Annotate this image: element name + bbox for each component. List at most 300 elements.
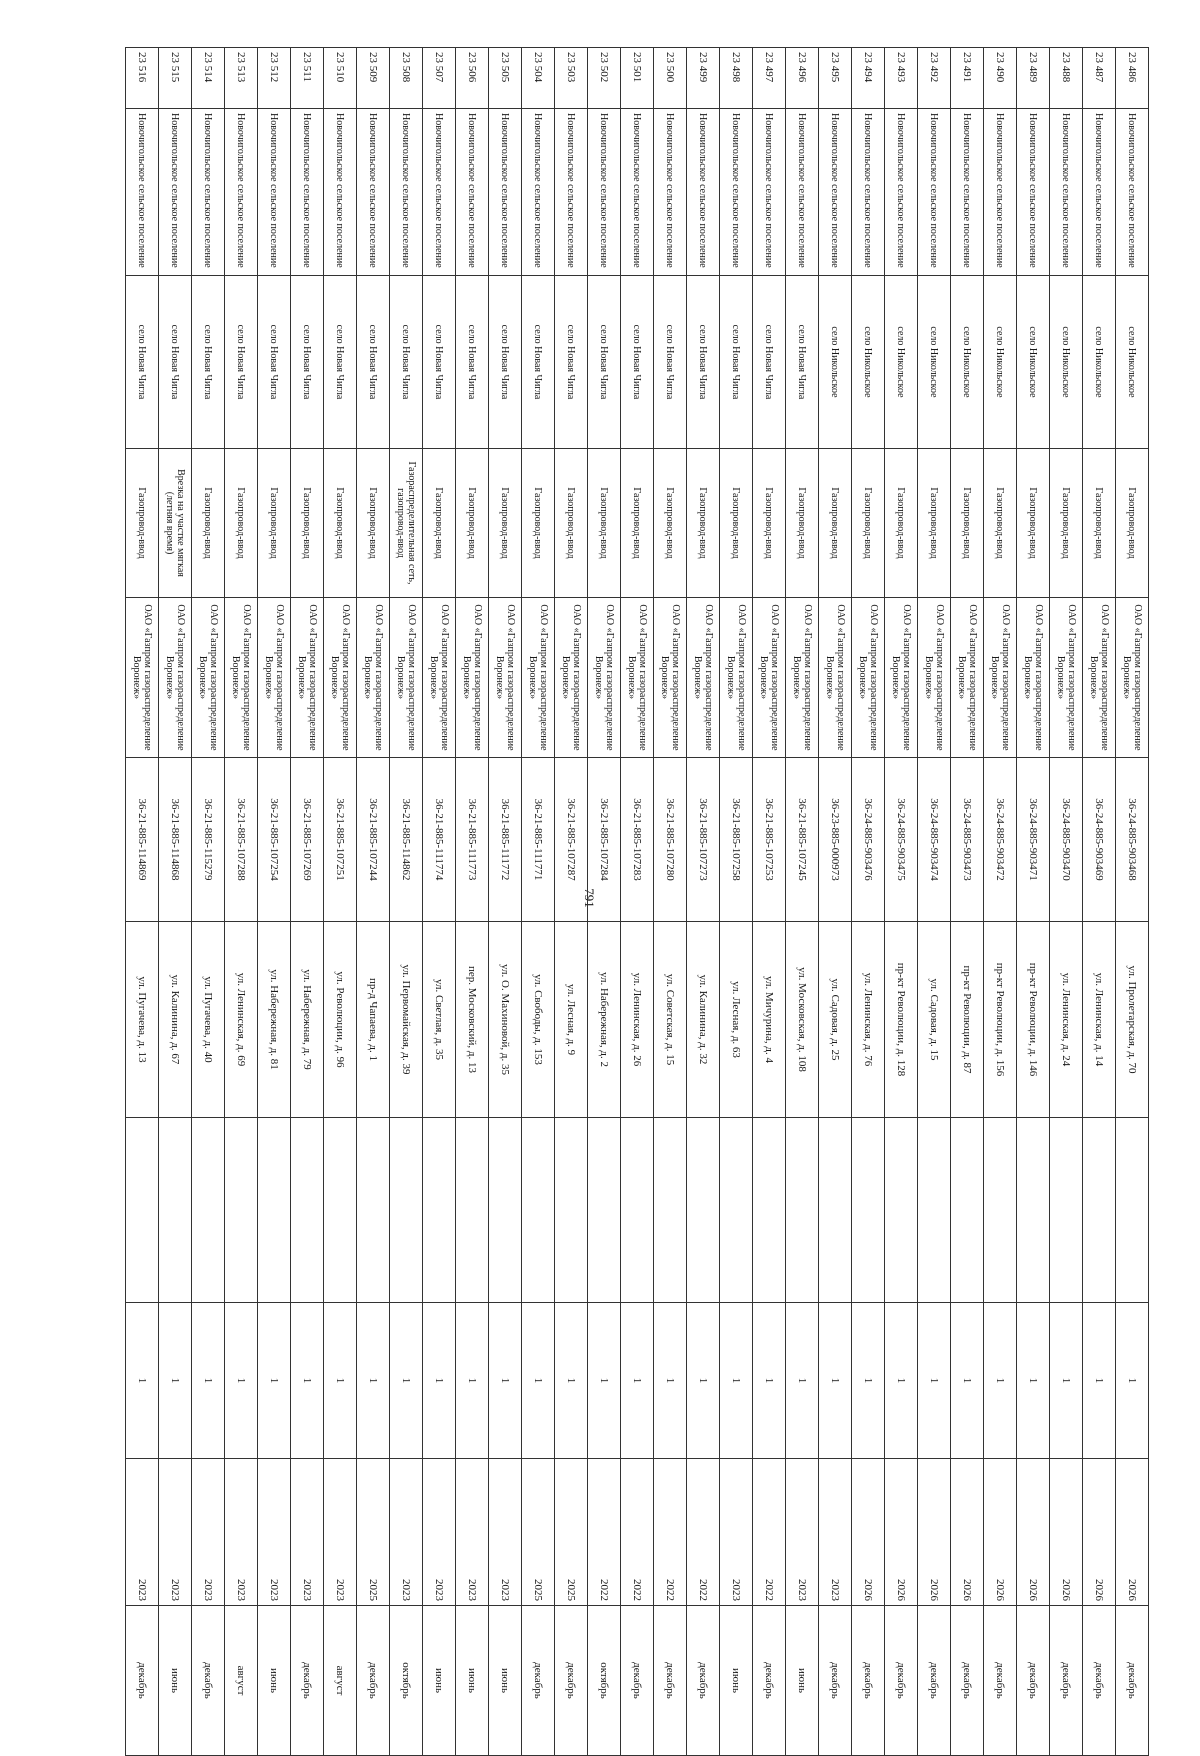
organization-cell: ОАО «Газпром газораспределение Воронеж» (489, 598, 522, 758)
month-cell: июнь (456, 1606, 489, 1756)
register-sheet (103, 47, 1149, 1699)
table-row (1116, 48, 1149, 1756)
locality-cell: село Новая Чигла (126, 276, 159, 449)
municipality-cell: Новочигольское сельское поселение (1017, 109, 1050, 276)
locality-cell: село Никольское (819, 276, 852, 449)
locality-cell: село Новая Чигла (654, 276, 687, 449)
quantity-cell: 1 (885, 1303, 918, 1459)
month-cell: август (225, 1606, 258, 1756)
municipality-cell: Новочигольское сельское поселение (324, 109, 357, 276)
object-type-cell: Газопровод-ввод (654, 449, 687, 598)
address-cell: ул. Ленинская, д. 14 (1083, 922, 1116, 1118)
month-cell: декабрь (1116, 1606, 1149, 1756)
empty-cell (621, 1118, 654, 1303)
address-cell: пр-кт Революции, д. 87 (951, 922, 984, 1118)
object-type-cell: Газопровод-ввод (984, 449, 1017, 598)
address-cell: ул. Мичурина, д. 4 (753, 922, 786, 1118)
municipality-cell: Новочигольское сельское поселение (555, 109, 588, 276)
organization-cell: ОАО «Газпром газораспределение Воронеж» (225, 598, 258, 758)
object-code-cell: 36-21-885-111771 (522, 758, 555, 922)
organization-cell: ОАО «Газпром газораспределение Воронеж» (357, 598, 390, 758)
organization-cell: ОАО «Газпром газораспределение Воронеж» (588, 598, 621, 758)
municipality-cell: Новочигольское сельское поселение (720, 109, 753, 276)
empty-cell (1116, 1118, 1149, 1303)
object-type-cell: Газопровод-ввод (951, 449, 984, 598)
organization-cell: ОАО «Газпром газораспределение Воронеж» (786, 598, 819, 758)
locality-cell: село Никольское (885, 276, 918, 449)
municipality-cell: Новочигольское сельское поселение (126, 109, 159, 276)
object-type-cell: Газораспределительная сеть, газопровод-ввод (390, 449, 423, 598)
table-row (159, 48, 192, 1756)
object-type-cell: Газопровод-ввод (852, 449, 885, 598)
object-code-cell: 36-24-885-903474 (918, 758, 951, 922)
quantity-cell: 1 (126, 1303, 159, 1459)
year-cell: 2025 (357, 1459, 390, 1606)
table-row (126, 48, 159, 1756)
organization-cell: ОАО «Газпром газораспределение Воронеж» (555, 598, 588, 758)
address-cell: ул. Лесная, д. 9 (555, 922, 588, 1118)
municipality-cell: Новочигольское сельское поселение (786, 109, 819, 276)
month-cell: октябрь (588, 1606, 621, 1756)
organization-cell: ОАО «Газпром газораспределение Воронеж» (687, 598, 720, 758)
row-number-cell: 23 499 (687, 48, 720, 109)
month-cell: декабрь (1050, 1606, 1083, 1756)
locality-cell: село Никольское (1017, 276, 1050, 449)
row-number-cell: 23 492 (918, 48, 951, 109)
row-number-cell: 23 486 (1116, 48, 1149, 109)
address-cell: ул. Набережная, д. 81 (258, 922, 291, 1118)
empty-cell (258, 1118, 291, 1303)
table-row (291, 48, 324, 1756)
quantity-cell: 1 (852, 1303, 885, 1459)
municipality-cell: Новочигольское сельское поселение (1083, 109, 1116, 276)
table-row (753, 48, 786, 1756)
object-code-cell: 36-24-885-903473 (951, 758, 984, 922)
address-cell: ул. Революции, д. 96 (324, 922, 357, 1118)
year-cell: 2026 (984, 1459, 1017, 1606)
object-type-cell: Газопровод-ввод (621, 449, 654, 598)
row-number-cell: 23 506 (456, 48, 489, 109)
quantity-cell: 1 (753, 1303, 786, 1459)
table-row (984, 48, 1017, 1756)
organization-cell: ОАО «Газпром газораспределение Воронеж» (423, 598, 456, 758)
table-row (720, 48, 753, 1756)
municipality-cell: Новочигольское сельское поселение (357, 109, 390, 276)
table-row (456, 48, 489, 1756)
object-type-cell: Газопровод-ввод (885, 449, 918, 598)
quantity-cell: 1 (1050, 1303, 1083, 1459)
row-number-cell: 23 511 (291, 48, 324, 109)
organization-cell: ОАО «Газпром газораспределение Воронеж» (1083, 598, 1116, 758)
quantity-cell: 1 (951, 1303, 984, 1459)
object-code-cell: 36-24-885-903468 (1116, 758, 1149, 922)
month-cell: июнь (258, 1606, 291, 1756)
municipality-cell: Новочигольское сельское поселение (291, 109, 324, 276)
row-number-cell: 23 504 (522, 48, 555, 109)
object-type-cell: Газопровод-ввод (225, 449, 258, 598)
table-row (654, 48, 687, 1756)
year-cell: 2023 (192, 1459, 225, 1606)
year-cell: 2023 (456, 1459, 489, 1606)
locality-cell: село Новая Чигла (159, 276, 192, 449)
organization-cell: ОАО «Газпром газораспределение Воронеж» (390, 598, 423, 758)
month-cell: июнь (159, 1606, 192, 1756)
empty-cell (885, 1118, 918, 1303)
table-row (687, 48, 720, 1756)
organization-cell: ОАО «Газпром газораспределение Воронеж» (885, 598, 918, 758)
object-type-cell: Газопровод-ввод (918, 449, 951, 598)
locality-cell: село Никольское (951, 276, 984, 449)
empty-cell (1083, 1118, 1116, 1303)
municipality-cell: Новочигольское сельское поселение (621, 109, 654, 276)
object-code-cell: 36-24-885-903471 (1017, 758, 1050, 922)
municipality-cell: Новочигольское сельское поселение (1116, 109, 1149, 276)
municipality-cell: Новочигольское сельское поселение (258, 109, 291, 276)
row-number-cell: 23 501 (621, 48, 654, 109)
empty-cell (654, 1118, 687, 1303)
object-code-cell: 36-21-885-107254 (258, 758, 291, 922)
year-cell: 2023 (324, 1459, 357, 1606)
address-cell: ул. Советская, д. 15 (654, 922, 687, 1118)
organization-cell: ОАО «Газпром газораспределение Воронеж» (1017, 598, 1050, 758)
address-cell: ул. Ленинская, д. 69 (225, 922, 258, 1118)
row-number-cell: 23 498 (720, 48, 753, 109)
empty-cell (291, 1118, 324, 1303)
quantity-cell: 1 (522, 1303, 555, 1459)
year-cell: 2026 (1017, 1459, 1050, 1606)
address-cell: пр-кт Революции, д. 128 (885, 922, 918, 1118)
object-code-cell: 36-21-885-107258 (720, 758, 753, 922)
municipality-cell: Новочигольское сельское поселение (225, 109, 258, 276)
locality-cell: село Новая Чигла (357, 276, 390, 449)
year-cell: 2023 (489, 1459, 522, 1606)
locality-cell: село Новая Чигла (720, 276, 753, 449)
year-cell: 2023 (126, 1459, 159, 1606)
municipality-cell: Новочигольское сельское поселение (885, 109, 918, 276)
quantity-cell: 1 (786, 1303, 819, 1459)
year-cell: 2023 (225, 1459, 258, 1606)
object-code-cell: 36-21-885-107245 (786, 758, 819, 922)
address-cell: пер. Московский, д. 13 (456, 922, 489, 1118)
empty-cell (555, 1118, 588, 1303)
table-row (225, 48, 258, 1756)
table-row (588, 48, 621, 1756)
month-cell: декабрь (192, 1606, 225, 1756)
object-code-cell: 36-21-885-111773 (456, 758, 489, 922)
quantity-cell: 1 (1116, 1303, 1149, 1459)
locality-cell: село Новая Чигла (588, 276, 621, 449)
empty-cell (753, 1118, 786, 1303)
object-type-cell: Газопровод-ввод (522, 449, 555, 598)
municipality-cell: Новочигольское сельское поселение (951, 109, 984, 276)
empty-cell (456, 1118, 489, 1303)
organization-cell: ОАО «Газпром газораспределение Воронеж» (456, 598, 489, 758)
table-row (786, 48, 819, 1756)
organization-cell: ОАО «Газпром газораспределение Воронеж» (126, 598, 159, 758)
year-cell: 2022 (588, 1459, 621, 1606)
gas-pipeline-register-table (125, 47, 1149, 1756)
locality-cell: село Никольское (852, 276, 885, 449)
row-number-cell: 23 513 (225, 48, 258, 109)
month-cell: декабрь (951, 1606, 984, 1756)
object-type-cell: Газопровод-ввод (687, 449, 720, 598)
object-code-cell: 36-23-885-000973 (819, 758, 852, 922)
year-cell: 2023 (720, 1459, 753, 1606)
organization-cell: ОАО «Газпром газораспределение Воронеж» (291, 598, 324, 758)
object-code-cell: 36-21-885-111772 (489, 758, 522, 922)
object-code-cell: 36-21-885-107253 (753, 758, 786, 922)
quantity-cell: 1 (357, 1303, 390, 1459)
table-row (621, 48, 654, 1756)
address-cell: ул. Свободы, д. 153 (522, 922, 555, 1118)
empty-cell (159, 1118, 192, 1303)
table-row (423, 48, 456, 1756)
table-row (258, 48, 291, 1756)
object-code-cell: 36-24-885-903475 (885, 758, 918, 922)
empty-cell (852, 1118, 885, 1303)
address-cell: ул. Ленинская, д. 76 (852, 922, 885, 1118)
year-cell: 2026 (1083, 1459, 1116, 1606)
empty-cell (918, 1118, 951, 1303)
object-type-cell: Газопровод-ввод (555, 449, 588, 598)
month-cell: август (324, 1606, 357, 1756)
organization-cell: ОАО «Газпром газораспределение Воронеж» (258, 598, 291, 758)
table-row (1017, 48, 1050, 1756)
address-cell: ул. Садовая, д. 15 (918, 922, 951, 1118)
month-cell: июнь (423, 1606, 456, 1756)
object-code-cell: 36-21-885-107273 (687, 758, 720, 922)
municipality-cell: Новочигольское сельское поселение (192, 109, 225, 276)
row-number-cell: 23 487 (1083, 48, 1116, 109)
object-type-cell: Газопровод-ввод (1050, 449, 1083, 598)
object-code-cell: 36-24-885-903476 (852, 758, 885, 922)
organization-cell: ОАО «Газпром газораспределение Воронеж» (654, 598, 687, 758)
table-row (819, 48, 852, 1756)
object-type-cell: Газопровод-ввод (1017, 449, 1050, 598)
municipality-cell: Новочигольское сельское поселение (588, 109, 621, 276)
locality-cell: село Новая Чигла (522, 276, 555, 449)
municipality-cell: Новочигольское сельское поселение (390, 109, 423, 276)
municipality-cell: Новочигольское сельское поселение (423, 109, 456, 276)
table-row (324, 48, 357, 1756)
empty-cell (588, 1118, 621, 1303)
locality-cell: село Новая Чигла (291, 276, 324, 449)
object-type-cell: Газопровод-ввод (192, 449, 225, 598)
year-cell: 2026 (1116, 1459, 1149, 1606)
address-cell: ул. Калинина, д. 32 (687, 922, 720, 1118)
address-cell: пр-кт Революции, д. 146 (1017, 922, 1050, 1118)
object-code-cell: 36-24-885-903472 (984, 758, 1017, 922)
address-cell: ул. Садовая, д. 25 (819, 922, 852, 1118)
month-cell: декабрь (918, 1606, 951, 1756)
empty-cell (324, 1118, 357, 1303)
quantity-cell: 1 (192, 1303, 225, 1459)
organization-cell: ОАО «Газпром газораспределение Воронеж» (753, 598, 786, 758)
table-row (555, 48, 588, 1756)
quantity-cell: 1 (621, 1303, 654, 1459)
municipality-cell: Новочигольское сельское поселение (456, 109, 489, 276)
month-cell: декабрь (1017, 1606, 1050, 1756)
row-number-cell: 23 510 (324, 48, 357, 109)
quantity-cell: 1 (918, 1303, 951, 1459)
municipality-cell: Новочигольское сельское поселение (852, 109, 885, 276)
object-type-cell: Газопровод-ввод (753, 449, 786, 598)
year-cell: 2026 (1050, 1459, 1083, 1606)
quantity-cell: 1 (687, 1303, 720, 1459)
row-number-cell: 23 505 (489, 48, 522, 109)
object-type-cell: Газопровод-ввод (423, 449, 456, 598)
address-cell: ул. Калинина, д. 67 (159, 922, 192, 1118)
object-code-cell: 36-21-885-107283 (621, 758, 654, 922)
locality-cell: село Никольское (1083, 276, 1116, 449)
address-cell: пр-кт Революции, д. 156 (984, 922, 1017, 1118)
quantity-cell: 1 (654, 1303, 687, 1459)
row-number-cell: 23 500 (654, 48, 687, 109)
row-number-cell: 23 512 (258, 48, 291, 109)
row-number-cell: 23 502 (588, 48, 621, 109)
empty-cell (1017, 1118, 1050, 1303)
empty-cell (522, 1118, 555, 1303)
locality-cell: село Никольское (984, 276, 1017, 449)
row-number-cell: 23 509 (357, 48, 390, 109)
quantity-cell: 1 (984, 1303, 1017, 1459)
locality-cell: село Новая Чигла (225, 276, 258, 449)
year-cell: 2022 (621, 1459, 654, 1606)
year-cell: 2023 (423, 1459, 456, 1606)
object-code-cell: 36-21-885-114868 (159, 758, 192, 922)
month-cell: декабрь (126, 1606, 159, 1756)
organization-cell: ОАО «Газпром газораспределение Воронеж» (819, 598, 852, 758)
organization-cell: ОАО «Газпром газораспределение Воронеж» (1116, 598, 1149, 758)
quantity-cell: 1 (489, 1303, 522, 1459)
address-cell: ул. Первомайская, д. 39 (390, 922, 423, 1118)
row-number-cell: 23 488 (1050, 48, 1083, 109)
month-cell: декабрь (555, 1606, 588, 1756)
organization-cell: ОАО «Газпром газораспределение Воронеж» (1050, 598, 1083, 758)
empty-cell (489, 1118, 522, 1303)
table-body (126, 48, 1149, 1756)
locality-cell: село Никольское (1050, 276, 1083, 449)
row-number-cell: 23 489 (1017, 48, 1050, 109)
municipality-cell: Новочигольское сельское поселение (918, 109, 951, 276)
municipality-cell: Новочигольское сельское поселение (819, 109, 852, 276)
empty-cell (192, 1118, 225, 1303)
year-cell: 2023 (159, 1459, 192, 1606)
row-number-cell: 23 490 (984, 48, 1017, 109)
object-type-cell: Газопровод-ввод (819, 449, 852, 598)
object-code-cell: 36-24-885-903469 (1083, 758, 1116, 922)
quantity-cell: 1 (1083, 1303, 1116, 1459)
quantity-cell: 1 (324, 1303, 357, 1459)
page-number: 791 (582, 888, 597, 908)
table-row (390, 48, 423, 1756)
row-number-cell: 23 515 (159, 48, 192, 109)
locality-cell: село Новая Чигла (192, 276, 225, 449)
object-code-cell: 36-21-885-114869 (126, 758, 159, 922)
month-cell: июнь (489, 1606, 522, 1756)
address-cell: ул. Пугачева, д. 13 (126, 922, 159, 1118)
locality-cell: село Новая Чигла (258, 276, 291, 449)
row-number-cell: 23 497 (753, 48, 786, 109)
municipality-cell: Новочигольское сельское поселение (753, 109, 786, 276)
quantity-cell: 1 (1017, 1303, 1050, 1459)
month-cell: декабрь (522, 1606, 555, 1756)
organization-cell: ОАО «Газпром газораспределение Воронеж» (192, 598, 225, 758)
year-cell: 2022 (654, 1459, 687, 1606)
organization-cell: ОАО «Газпром газораспределение Воронеж» (852, 598, 885, 758)
month-cell: декабрь (654, 1606, 687, 1756)
month-cell: декабрь (291, 1606, 324, 1756)
year-cell: 2022 (687, 1459, 720, 1606)
quantity-cell: 1 (159, 1303, 192, 1459)
address-cell: ул. Ленинская, д. 26 (621, 922, 654, 1118)
object-type-cell: Газопровод-ввод (258, 449, 291, 598)
table-row (852, 48, 885, 1756)
year-cell: 2023 (786, 1459, 819, 1606)
table-row (1050, 48, 1083, 1756)
municipality-cell: Новочигольское сельское поселение (1050, 109, 1083, 276)
empty-cell (225, 1118, 258, 1303)
object-type-cell: Газопровод-ввод (489, 449, 522, 598)
address-cell: ул. Пролетарская, д. 70 (1116, 922, 1149, 1118)
year-cell: 2023 (258, 1459, 291, 1606)
locality-cell: село Новая Чигла (456, 276, 489, 449)
quantity-cell: 1 (588, 1303, 621, 1459)
table-row (192, 48, 225, 1756)
object-type-cell: Газопровод-ввод (291, 449, 324, 598)
organization-cell: ОАО «Газпром газораспределение Воронеж» (522, 598, 555, 758)
object-code-cell: 36-21-885-114862 (390, 758, 423, 922)
locality-cell: село Никольское (918, 276, 951, 449)
empty-cell (126, 1118, 159, 1303)
month-cell: декабрь (753, 1606, 786, 1756)
empty-cell (390, 1118, 423, 1303)
object-type-cell: Газопровод-ввод (588, 449, 621, 598)
year-cell: 2023 (291, 1459, 324, 1606)
quantity-cell: 1 (819, 1303, 852, 1459)
row-number-cell: 23 508 (390, 48, 423, 109)
locality-cell: село Новая Чигла (621, 276, 654, 449)
quantity-cell: 1 (390, 1303, 423, 1459)
empty-cell (786, 1118, 819, 1303)
locality-cell: село Новая Чигла (423, 276, 456, 449)
year-cell: 2023 (390, 1459, 423, 1606)
object-type-cell: Газопровод-ввод (324, 449, 357, 598)
locality-cell: село Никольское (1116, 276, 1149, 449)
locality-cell: село Новая Чигла (489, 276, 522, 449)
row-number-cell: 23 507 (423, 48, 456, 109)
table-row (918, 48, 951, 1756)
locality-cell: село Новая Чигла (753, 276, 786, 449)
empty-cell (687, 1118, 720, 1303)
row-number-cell: 23 491 (951, 48, 984, 109)
year-cell: 2026 (852, 1459, 885, 1606)
address-cell: ул. Ленинская, д. 24 (1050, 922, 1083, 1118)
table-row (951, 48, 984, 1756)
object-code-cell: 36-21-885-107244 (357, 758, 390, 922)
quantity-cell: 1 (423, 1303, 456, 1459)
organization-cell: ОАО «Газпром газораспределение Воронеж» (621, 598, 654, 758)
object-code-cell: 36-21-885-111774 (423, 758, 456, 922)
month-cell: декабрь (819, 1606, 852, 1756)
organization-cell: ОАО «Газпром газораспределение Воронеж» (918, 598, 951, 758)
locality-cell: село Новая Чигла (324, 276, 357, 449)
row-number-cell: 23 495 (819, 48, 852, 109)
year-cell: 2025 (555, 1459, 588, 1606)
object-type-cell: Газопровод-ввод (357, 449, 390, 598)
month-cell: июнь (720, 1606, 753, 1756)
municipality-cell: Новочигольское сельское поселение (984, 109, 1017, 276)
